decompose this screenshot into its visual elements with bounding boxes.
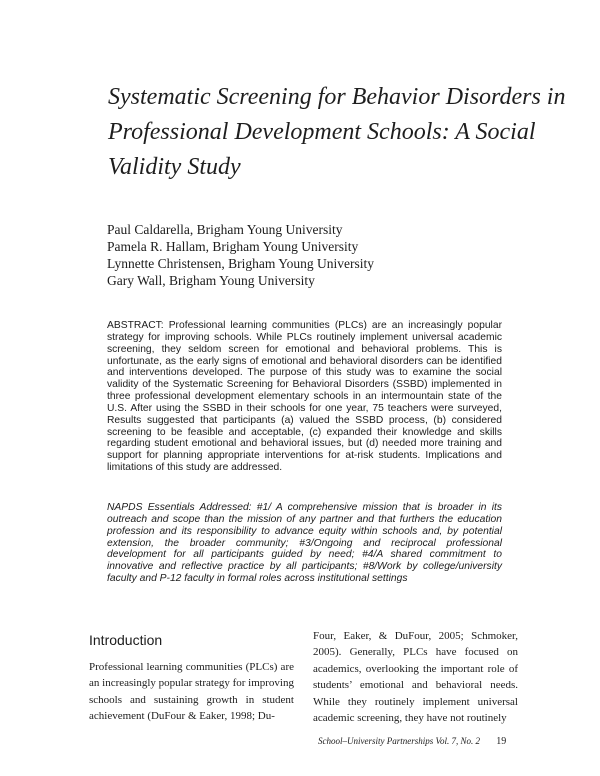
article-title — [108, 80, 566, 185]
abstract — [107, 320, 502, 474]
author: Pamela R. Hallam, Brigham Young University — [107, 239, 359, 254]
page-number: 19 — [496, 736, 507, 747]
title-line: Professional Development Schools: A Social — [108, 119, 536, 145]
napds-essentials: NAPDS Essentials Addressed: #1/ A comprehensive mission that is broader in its outreach and scope than the mission of any partner and that furthers the education profession and its responsibility to advance equity within schools and, by potential extension, the broader community; #3/Ongoing and reciprocal professional development for all participants guided by need; #4/A shared commitment to innovative and reflective practice by all participants; #8/Work by college/university faculty and P-12 faculty in formal roles across institutional settings — [107, 502, 502, 585]
page-footer — [318, 736, 518, 747]
title-line: Validity Study — [108, 154, 241, 180]
author: Gary Wall, Brigham Young University — [107, 273, 315, 288]
section-heading: Introduction — [89, 632, 163, 648]
abstract-label: ABSTRACT: — [107, 320, 164, 331]
journal-volume: Vol. 7, No. 2 — [435, 736, 481, 746]
body-column-left: Professional learning communities (PLCs) are an increasingly popular strategy for improving schools and sustaining growth in student achievement (DuFour & Eaker, 1998; Du- — [89, 661, 294, 723]
title-line: Systematic Screening for Behavior Disorders in — [108, 84, 566, 110]
author: Paul Caldarella, Brigham Young University — [107, 222, 343, 237]
body-column-right: Four, Eaker, & DuFour, 2005; Schmoker, 2005). Generally, PLCs have focused on academics, overlooking the important role of students’ emotional and behavioral needs. While they routinely implement universal academic screening, they have not routinely — [313, 630, 518, 725]
abstract-text: Professional learning communities (PLCs) are an increasingly popular strategy for improving schools. While PLCs routinely implement universal academic screening, they seldom screen for emotional and behavioral problems. This is unfortunate, as the early signs of emotional and behavioral disorders can be identified and interventions developed. The purpose of this study was to examine the social validity of the Systematic Screening for Behavioral Disorders (SSBD) implemented in three professional development elementary schools in an intermountain state of the U.S. After using the SSBD in their schools for one year, 75 teachers were surveyed, Results suggested that participants (a) valued the SSBD process, (b) considered screening to be feasible and acceptable, (c) expanded their knowledge and skills regarding student emotional and behavioral issues, but (d) needed more training and support for planning appropriate interventions for at-risk students. Implications and limitations of this study are addressed. — [107, 320, 502, 474]
journal-name: School–University Partnerships — [318, 736, 434, 746]
author: Lynnette Christensen, Brigham Young University — [107, 256, 374, 271]
author-list — [107, 221, 527, 289]
